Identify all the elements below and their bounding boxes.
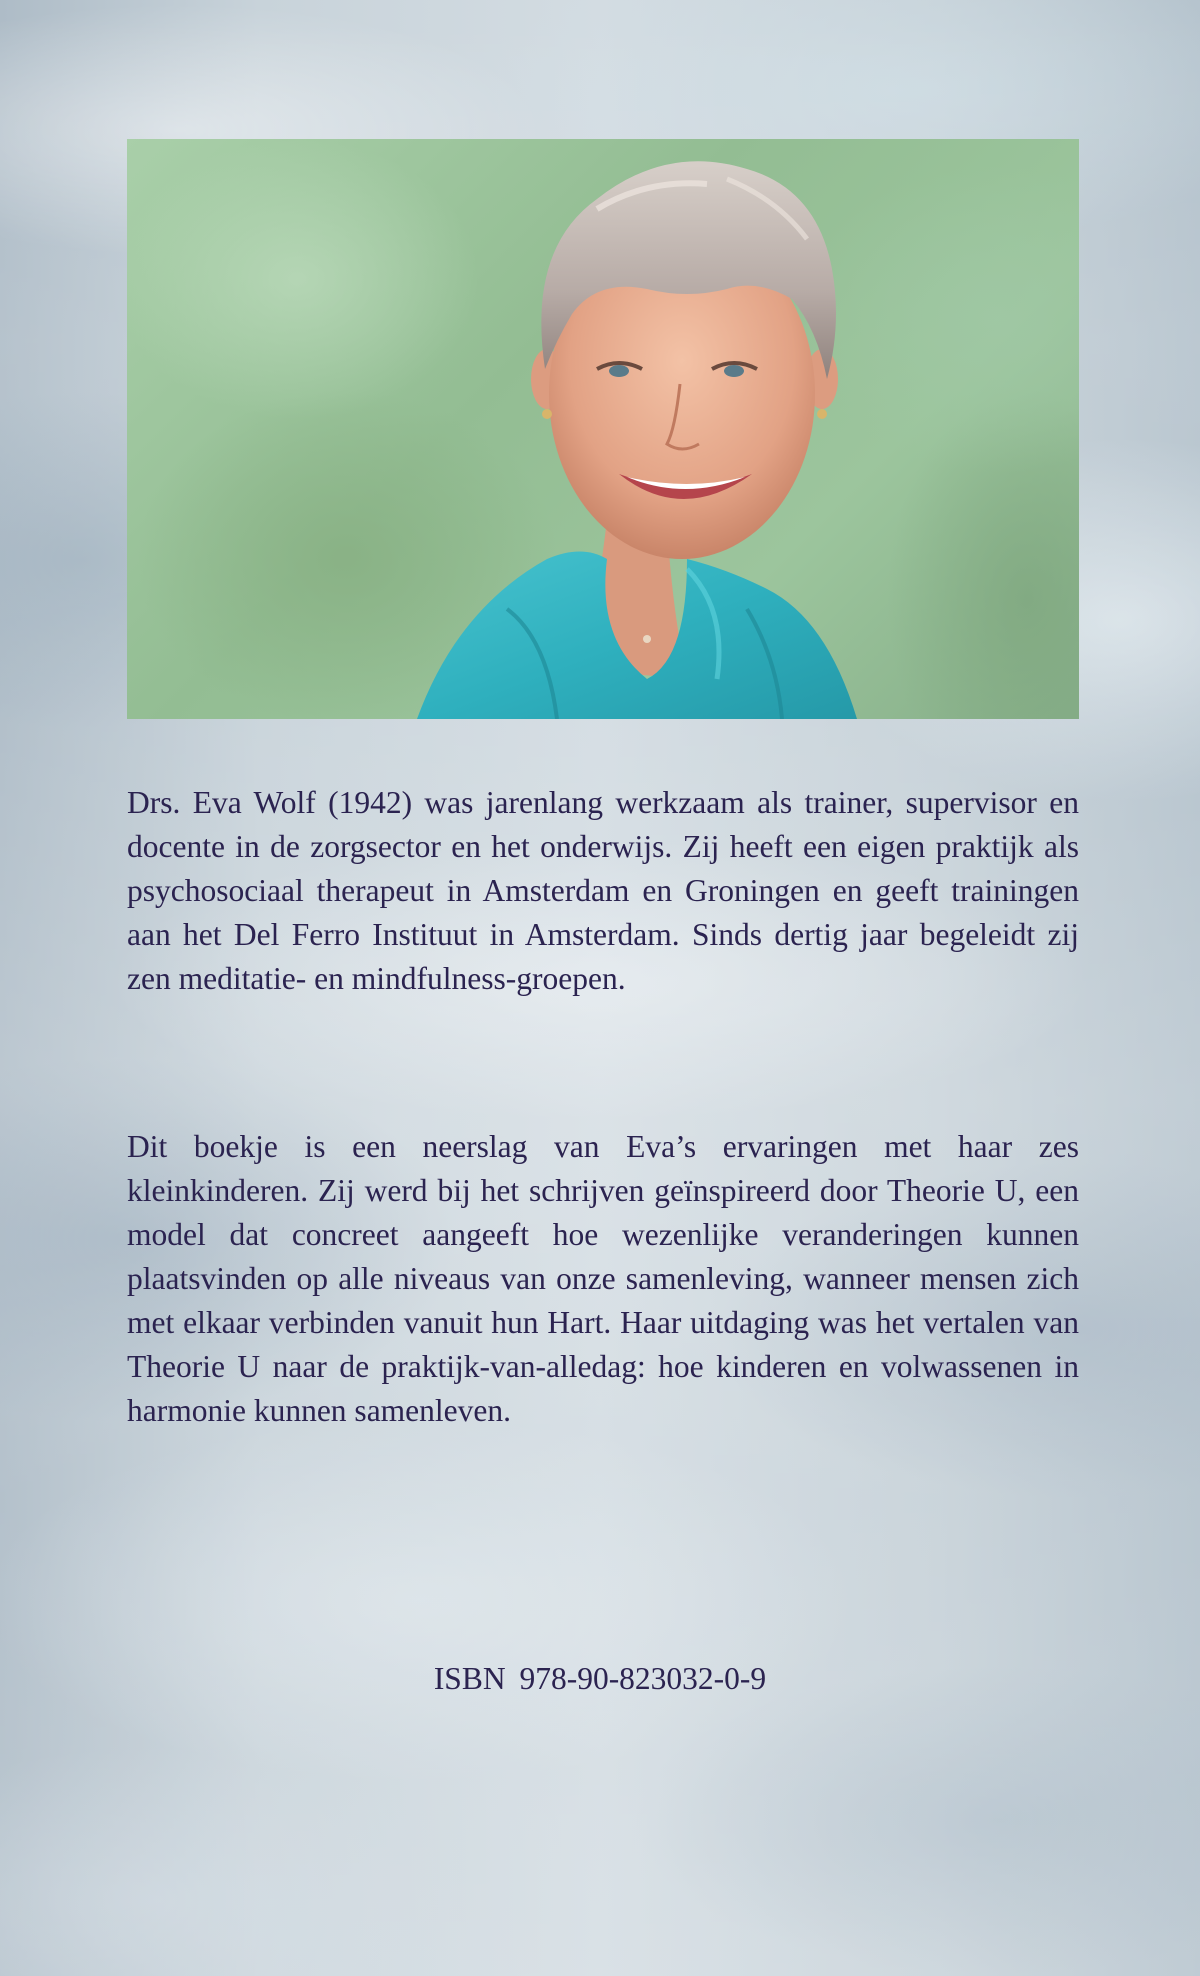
- author-bio-paragraph: Drs. Eva Wolf (1942) was jarenlang werkzaam als trainer, supervisor en docente in de zorgsector en het onderwijs. Zij heeft een eigen praktijk als psychosociaal therapeut in Amsterdam en Groningen en geeft trainingen aan het Del Ferro Instituut in Amsterdam. Sinds dertig jaar begeleidt zij zen meditatie- en mindfulness-groepen.: [127, 785, 1079, 996]
- book-description-paragraph: Dit boekje is een neerslag van Eva’s ervaringen met haar zes kleinkinderen. Zij werd bij het schrijven geïnspireerd door Theorie U, een model dat concreet aangeeft hoe wezenlijke veranderingen kunnen plaatsvinden op alle niveaus van onze samenleving, wanneer mensen zich met elkaar verbinden vanuit hun Hart. Haar uitdaging was het vertalen van Theorie U naar de praktijk-van-alledag: hoe kinderen en volwassenen in harmonie kunnen samenleven.: [127, 1129, 1079, 1428]
- isbn-number: ISBN 978-90-823032-0-9: [433, 1661, 767, 1696]
- author-portrait-illustration: [127, 139, 1079, 719]
- author-photo: [127, 139, 1079, 719]
